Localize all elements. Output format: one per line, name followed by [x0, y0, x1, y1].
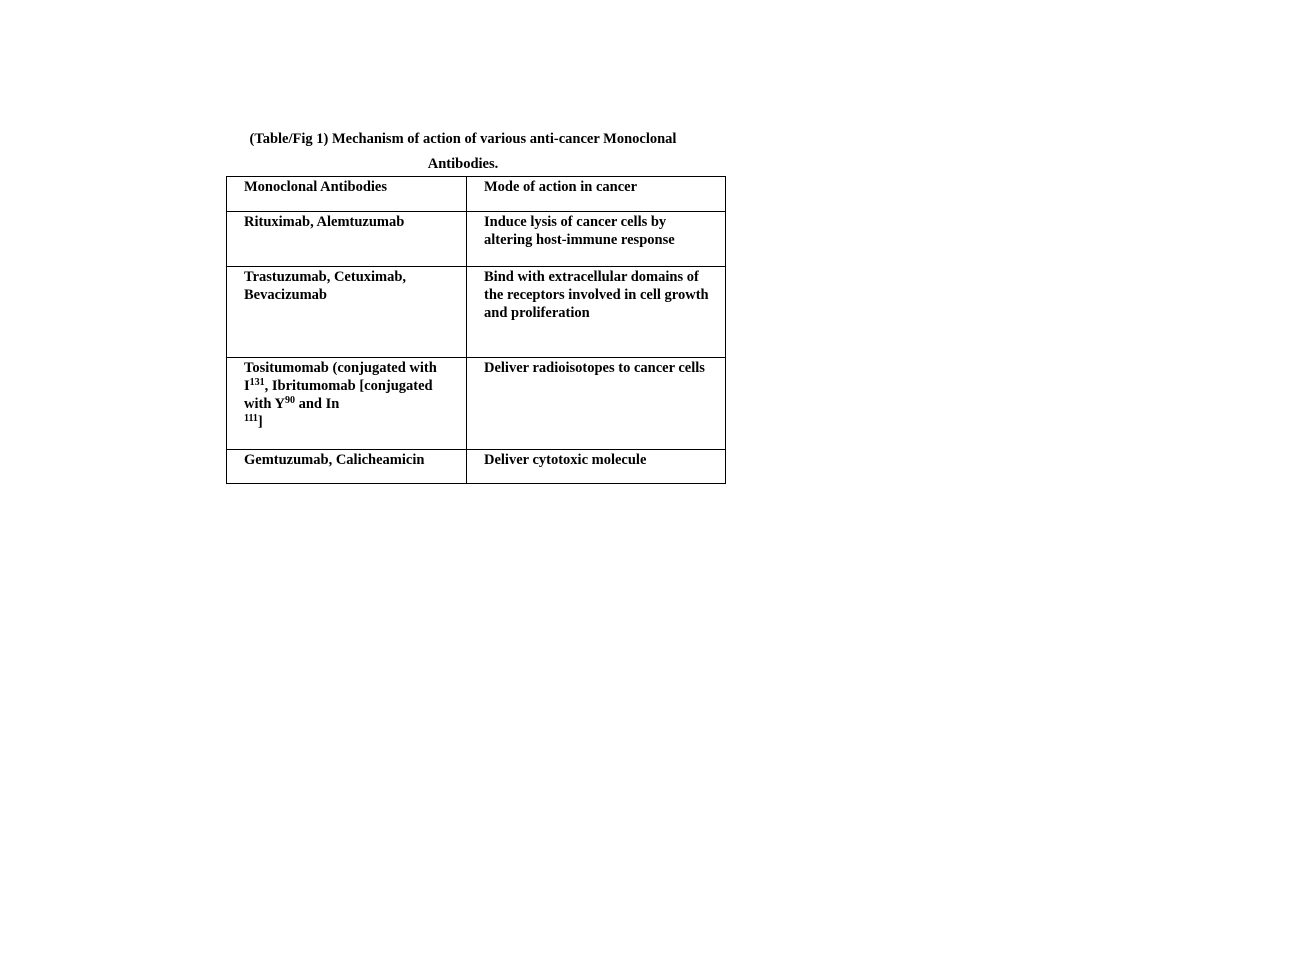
- isotope-superscript: 90: [284, 395, 295, 406]
- cell-antibodies: Gemtuzumab, Calicheamicin: [227, 450, 467, 484]
- table-header-row: [227, 177, 726, 212]
- cell-antibodies: Trastuzumab, Cetuximab, Bevacizumab: [227, 267, 467, 358]
- cell-mode: Deliver radioisotopes to cancer cells: [467, 358, 726, 450]
- monoclonal-antibodies-table: [226, 176, 726, 484]
- cell-antibodies: Rituximab, Alemtuzumab: [227, 212, 467, 267]
- table-row: [227, 450, 726, 484]
- caption-line-2: Antibodies.: [427, 156, 499, 172]
- isotope-superscript: 131: [249, 377, 265, 388]
- antibody-text: and In: [294, 396, 340, 412]
- table-row: [227, 358, 726, 450]
- header-mode: Mode of action in cancer: [467, 177, 726, 212]
- antibody-text: , Ibritumomab [conjugated with Y: [244, 378, 433, 412]
- cell-mode: Bind with extracellular domains of the receptors involved in cell growth and proliferation: [467, 267, 726, 358]
- caption-line-1: (Table/Fig 1) Mechanism of action of various anti-cancer Monoclonal: [249, 131, 677, 147]
- header-antibodies: Monoclonal Antibodies: [227, 177, 467, 212]
- table-row: [227, 267, 726, 358]
- table-row: [227, 212, 726, 267]
- table-caption: [222, 127, 704, 177]
- cell-mode: Deliver cytotoxic molecule: [467, 450, 726, 484]
- antibody-text: ]: [257, 414, 263, 430]
- cell-antibodies: [227, 358, 467, 450]
- antibody-text: Tositumomab (conjugated with I: [244, 360, 437, 394]
- cell-mode: Induce lysis of cancer cells by altering host-immune response: [467, 212, 726, 267]
- isotope-superscript: 111: [244, 413, 258, 424]
